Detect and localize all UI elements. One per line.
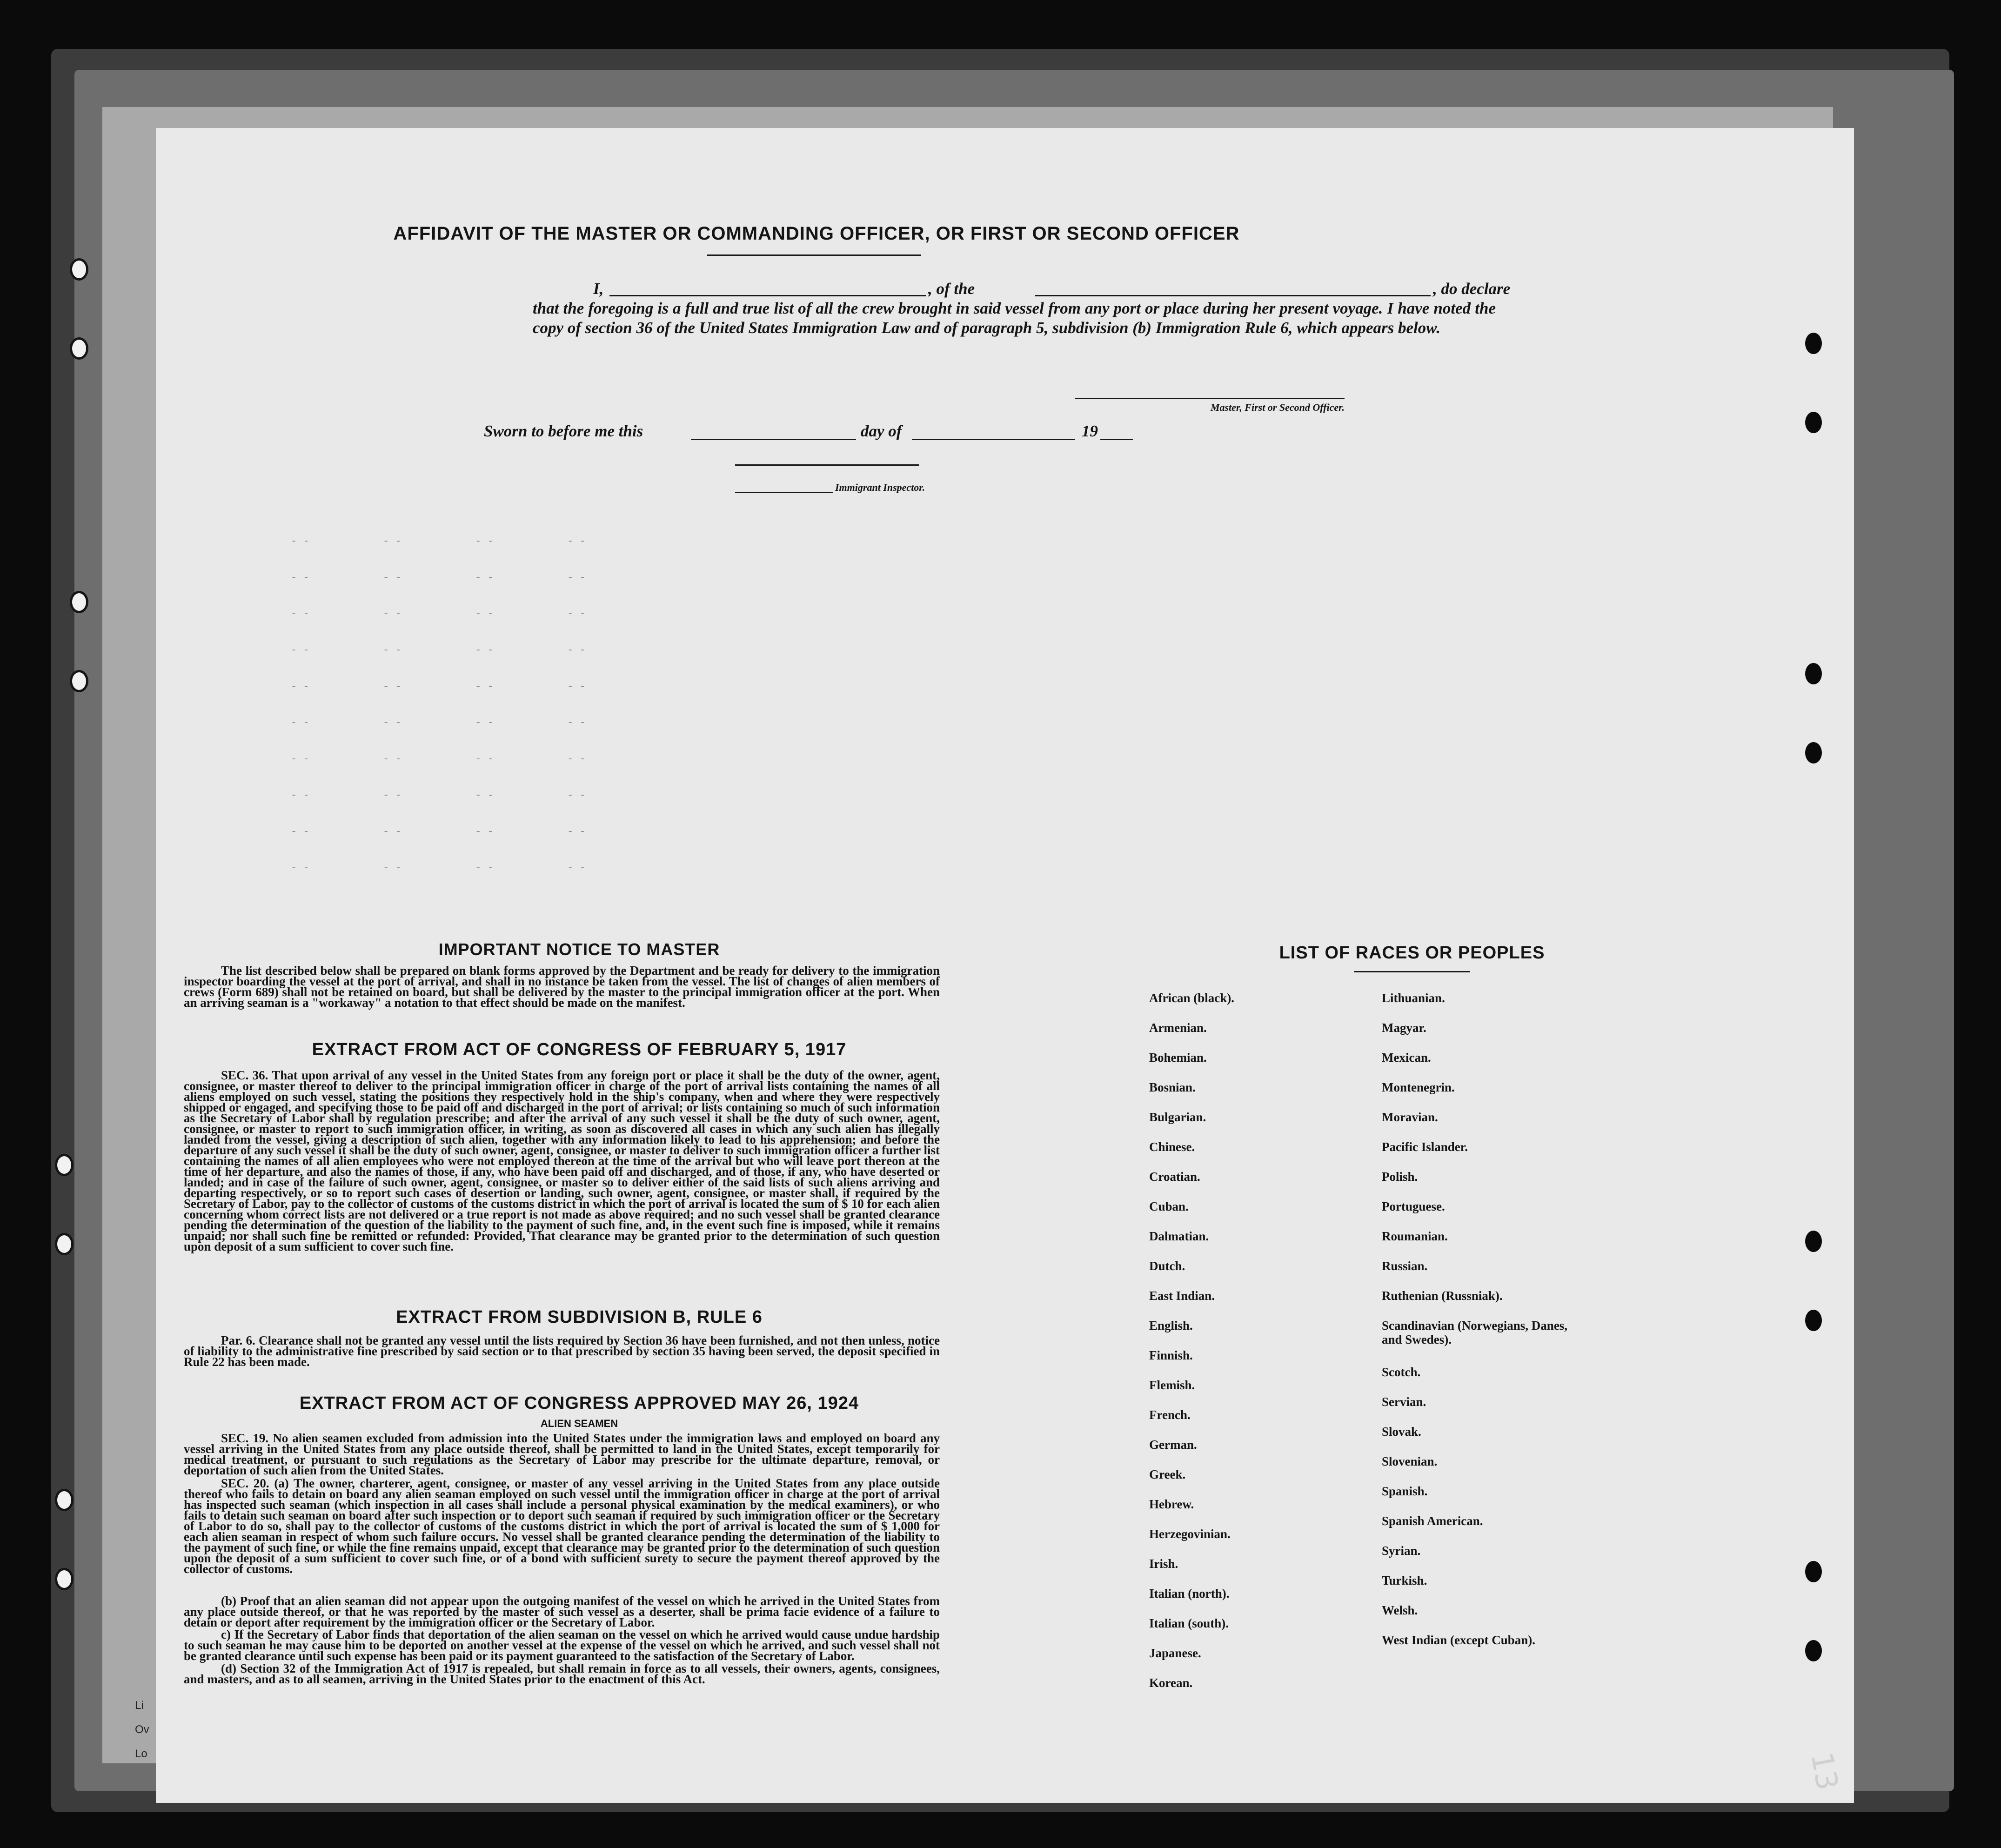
declaration-i: I, bbox=[593, 280, 604, 298]
race-item: Italian (north). bbox=[1149, 1587, 1230, 1600]
sec-19-body: SEC. 19. No alien seamen excluded from admission into the United States under the immigration laws and employed on board any vessel arriving in the United States from any place outside thereof, shall be permitted to land in the United States, except temporarily for medical treatment, or pursuant to such regulations as the Secretary of Labor may prescribe for the ultimate departure, removal, or deportation of such alien from the United States. bbox=[184, 1431, 940, 1477]
declaration-body: that the foregoing is a full and true list of all the crew brought in said vessel from any port or place during her present voyage. I have noted the copy of section 36 of the United States Immigration Law and of paragraph 5, subdivision (b) Immigration Rule 6, which appears below. bbox=[533, 299, 1496, 337]
binder-hole-icon bbox=[55, 1489, 74, 1511]
declaration-of-the: , of the bbox=[928, 280, 975, 298]
punch-hole-icon bbox=[1805, 1561, 1822, 1582]
punch-hole-icon bbox=[1805, 412, 1822, 433]
race-item: Mexican. bbox=[1382, 1051, 1431, 1065]
race-item: Bosnian. bbox=[1149, 1080, 1196, 1094]
race-item: Syrian. bbox=[1382, 1544, 1421, 1558]
race-item: Chinese. bbox=[1149, 1140, 1195, 1154]
race-item: German. bbox=[1149, 1438, 1197, 1452]
signature-line bbox=[1075, 398, 1345, 399]
page-number: 13 bbox=[1804, 1749, 1845, 1793]
race-item: Korean. bbox=[1149, 1676, 1193, 1690]
race-item: Polish. bbox=[1382, 1170, 1418, 1184]
rule-6-body: Par. 6. Clearance shall not be granted any vessel until the lists required by Section 36 have been furnished, and not then unless, notice of liability to the administrative fine prescribed by said section or to that prescribed by section 35 having been served, the deposit specified in Rule 22 has been made. bbox=[184, 1333, 940, 1369]
sworn-label: Sworn to before me this bbox=[484, 422, 643, 440]
race-item: Moravian. bbox=[1382, 1110, 1438, 1124]
race-item: Scotch. bbox=[1382, 1365, 1421, 1379]
race-item: Turkish. bbox=[1382, 1573, 1427, 1587]
stub-label: Ov bbox=[135, 1723, 149, 1736]
sworn-day-blank bbox=[691, 439, 856, 440]
races-column-1 bbox=[1149, 991, 1359, 1706]
race-item: Ruthenian (Russniak). bbox=[1382, 1289, 1503, 1303]
race-item: Spanish. bbox=[1382, 1484, 1428, 1498]
name-blank bbox=[609, 295, 926, 296]
stub-label: Lo bbox=[135, 1748, 147, 1760]
race-item: Scandinavian (Norwegians, Danes, and Swedes). bbox=[1382, 1319, 1568, 1346]
race-item: Russian. bbox=[1382, 1259, 1428, 1273]
race-item: Servian. bbox=[1382, 1395, 1426, 1409]
race-item: Italian (south). bbox=[1149, 1616, 1229, 1630]
affidavit-heading: AFFIDAVIT OF THE MASTER OR COMMANDING OFFICER, OR FIRST OR SECOND OFFICER bbox=[393, 223, 1240, 244]
extract-1917-heading: EXTRACT FROM ACT OF CONGRESS OF FEBRUARY 5, 1917 bbox=[312, 1040, 847, 1059]
race-item: Herzegovinian. bbox=[1149, 1527, 1231, 1541]
race-item: Pacific Islander. bbox=[1382, 1140, 1468, 1154]
rule-6-heading: EXTRACT FROM SUBDIVISION B, RULE 6 bbox=[396, 1307, 763, 1327]
affidavit-declaration bbox=[435, 279, 1511, 338]
race-item: Montenegrin. bbox=[1382, 1080, 1455, 1094]
bleed-through-rows: - - - - - - - - - - - - - - - - - - - - - - - - - - - - - - - - - - - - - - - - - - - - - - - - - - - - - - - - - - - - - - - - - - - - - - - - - - - - - - - - bbox=[291, 536, 586, 874]
races-heading: LIST OF RACES OR PEOPLES bbox=[1279, 943, 1545, 963]
race-item: Bulgarian. bbox=[1149, 1110, 1206, 1124]
inspector-signature-line bbox=[735, 492, 833, 493]
race-item: East Indian. bbox=[1149, 1289, 1215, 1303]
race-item: Irish. bbox=[1149, 1557, 1178, 1571]
race-item: Portuguese. bbox=[1382, 1199, 1445, 1213]
race-item: Greek. bbox=[1149, 1467, 1186, 1481]
sworn-line bbox=[484, 422, 1321, 443]
signature-caption: Master, First or Second Officer. bbox=[1210, 402, 1345, 413]
punch-hole-icon bbox=[1805, 1231, 1822, 1252]
race-item: Dalmatian. bbox=[1149, 1229, 1209, 1243]
inspector-rule-top bbox=[735, 464, 919, 466]
race-item: Hebrew. bbox=[1149, 1497, 1194, 1511]
punch-hole-icon bbox=[1805, 663, 1822, 684]
punch-hole-icon bbox=[1805, 1640, 1822, 1661]
punch-hole-icon bbox=[1805, 742, 1822, 763]
binder-hole-icon bbox=[70, 337, 88, 360]
race-item: English. bbox=[1149, 1319, 1193, 1332]
race-item: Slovak. bbox=[1382, 1425, 1421, 1439]
race-item: Slovenian. bbox=[1382, 1454, 1438, 1468]
notice-heading: IMPORTANT NOTICE TO MASTER bbox=[438, 940, 720, 959]
race-item: Dutch. bbox=[1149, 1259, 1185, 1273]
sworn-day-of: day of bbox=[861, 422, 902, 440]
race-item: Finnish. bbox=[1149, 1348, 1193, 1362]
race-item: Flemish. bbox=[1149, 1378, 1195, 1392]
sec-20d-body: (d) Section 32 of the Immigration Act of 1917 is repealed, but shall remain in force as to all vessels, their owners, agents, consignees, and masters, and as to all seamen, arriving in the United States prior to the enactment of this Act. bbox=[184, 1661, 940, 1686]
sec-20a-body: SEC. 20. (a) The owner, charterer, agent, consignee, or master of any vessel arriving in the United States from any place outside thereof who fails to detain on board any alien seaman employed on such vessel until the immigration officer in charge at the port of arrival has inspected such seaman (which inspection in all cases shall include a personal physical examination by the medical examiners), or who fails to detain such seaman on board after such inspection or to deport such seaman if required by such immigration officer or the Secretary of Labor to do so, shall pay to the collector of customs of the customs district in which the port of arrival is located the sum of $ 1,000 for each alien seaman in respect of whom such failure occurs. No vessel shall be granted clearance pending the determination of the liability to the payment of such fine, or while the fine remains unpaid, except that clearance may be granted prior to the determination of such question upon the deposit of a sum sufficient to cover such fine, or of a bond with sufficient surety to secure the payment thereof approved by the collector of customs. bbox=[184, 1476, 940, 1576]
binder-hole-icon bbox=[70, 670, 88, 692]
declaration-do-declare: , do declare bbox=[1433, 280, 1511, 298]
sec-20c-body: c) If the Secretary of Labor finds that deportation of the alien seaman on the vessel on which he arrived would cause undue hardship to such seaman he may cause him to be deported on another vessel at the expense of the vessel on which he arrived, and such vessel shall not be granted clearance until such expense has been paid or its payment guaranteed to the satisfaction of the Secretary of Labor. bbox=[184, 1627, 940, 1663]
binder-hole-icon bbox=[55, 1568, 74, 1590]
race-item: West Indian (except Cuban). bbox=[1382, 1633, 1536, 1647]
left-stub-labels bbox=[135, 1694, 149, 1766]
extract-1924-heading: EXTRACT FROM ACT OF CONGRESS APPROVED MAY 26, 1924 bbox=[299, 1393, 859, 1413]
manifest-back-page bbox=[156, 128, 1854, 1803]
race-item: Lithuanian. bbox=[1382, 991, 1445, 1005]
races-heading-rule bbox=[1354, 971, 1470, 972]
heading-rule bbox=[707, 254, 921, 256]
race-item: African (black). bbox=[1149, 991, 1234, 1005]
race-item: Croatian. bbox=[1149, 1170, 1200, 1184]
sworn-year: 19 bbox=[1082, 422, 1098, 440]
races-column-2 bbox=[1382, 991, 1568, 1663]
race-item: Roumanian. bbox=[1382, 1229, 1448, 1243]
race-item: Japanese. bbox=[1149, 1646, 1201, 1660]
race-item: Magyar. bbox=[1382, 1021, 1426, 1035]
binder-hole-icon bbox=[70, 591, 88, 613]
extract-1917-body: SEC. 36. That upon arrival of any vessel in the United States from any foreign port or place it shall be the duty of the owner, agent, consignee, or master thereof to deliver to the principal immigration officer in charge of the port of arrival lists containing the names of all aliens employed on such vessel, stating the positions they respectively hold in the ship's company, when and where they were respectively shipped or engaged, and specifying those to be paid off and discharged in the port of arrival; or lists containing so much of such information as the Secretary of Labor shall by regulation prescribe; and after the arrival of any such vessel it shall be the duty of such owner, agent, consignee, or master to report to such immigration officer, in writing, as soon as discovered all cases in which any such alien has illegally landed from the vessel, giving a description of such alien, together with any information likely to lead to his apprehension; and before the departure of any such vessel it shall be the duty of such owner, agent, consignee, or master to deliver to such immigration officer a further list containing the names of all alien employees who were not employed thereon at the time of the arrival but who will leave port thereon at the time of her departure, and also the names of those, if any, who have been paid off and discharged, and of those, if any, who have deserted or landed; and in case of the failure of such owner, agent, consignee, or master so to deliver either of the said lists of such aliens arriving and departing respectively, or so to report such cases of desertion or landing, such owner, agent, consignee, or master shall, if required by the Secretary of Labor, pay to the collector of customs of the customs district in which the port of arrival is located the sum of $ 10 for each alien concerning whom correct lists are not delivered or a true report is not made as above required; and no such vessel shall be granted clearance pending the determination of the question of the liability to the payment of such fine, and, in the event such fine is imposed, while it remains unpaid; nor shall such fine be remitted or refunded: Provided, That clearance may be granted prior to the determination of such question upon deposit of a sum sufficient to cover such fine. bbox=[184, 1068, 940, 1253]
notice-body: The list described below shall be prepared on blank forms approved by the Department and be ready for delivery to the immigration inspector boarding the vessel at the port of arrival, and shall in no instance be taken from the vessel. The list of changes of alien members of crews (Form 689) shall not be retained on board, but shall be delivered by the master to the principal immigration officer at the port. When an arriving seaman is a "workaway" a notation to that effect should be made on the manifest. bbox=[184, 964, 940, 1010]
stub-label: Li bbox=[135, 1699, 144, 1712]
race-item: Bohemian. bbox=[1149, 1051, 1207, 1065]
sworn-year-blank bbox=[1100, 439, 1133, 440]
sec-20b-body: (b) Proof that an alien seaman did not appear upon the outgoing manifest of the vessel on which he arrived in the United States from any place outside thereof, or that he was reported by the master of such vessel as a deserter, shall be prima facie evidence of a failure to detain or deport after requirement by the immigration officer or the Secretary of Labor. bbox=[184, 1594, 940, 1629]
race-item: French. bbox=[1149, 1408, 1191, 1422]
binder-hole-icon bbox=[70, 258, 88, 281]
inspector-caption: Immigrant Inspector. bbox=[835, 482, 925, 493]
binder-hole-icon bbox=[55, 1233, 74, 1255]
race-item: Spanish American. bbox=[1382, 1514, 1483, 1528]
race-item: Cuban. bbox=[1149, 1199, 1189, 1213]
declaration-line bbox=[435, 279, 1511, 299]
punch-hole-icon bbox=[1805, 1310, 1822, 1331]
punch-hole-icon bbox=[1805, 333, 1822, 354]
alien-seamen-subheading: ALIEN SEAMEN bbox=[540, 1418, 618, 1429]
binder-hole-icon bbox=[55, 1154, 74, 1176]
race-item: Armenian. bbox=[1149, 1021, 1207, 1035]
sworn-month-blank bbox=[912, 439, 1075, 440]
vessel-blank bbox=[1035, 295, 1431, 296]
race-item: Welsh. bbox=[1382, 1603, 1418, 1617]
